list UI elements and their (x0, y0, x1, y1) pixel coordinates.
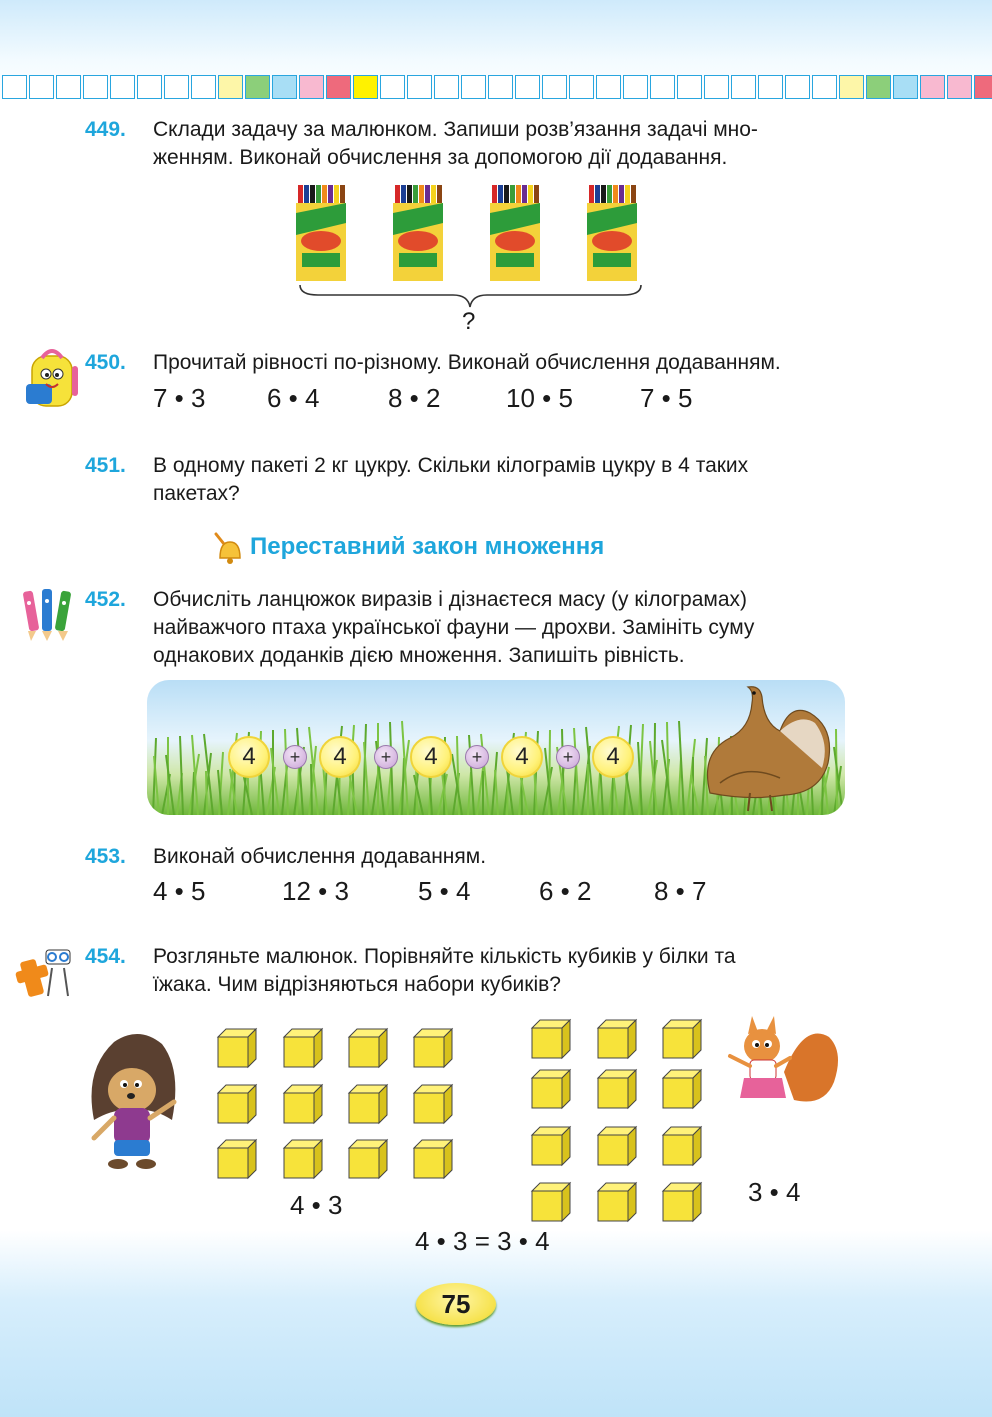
strip-cell (596, 75, 621, 99)
expression: 5 • 4 (418, 876, 471, 906)
cube-image (216, 1027, 258, 1069)
cube-image (412, 1083, 454, 1125)
task-453-text: Виконай обчислення додаванням. (153, 845, 487, 868)
section-title: Переставний закон множення (250, 533, 605, 560)
task-452-line-3: однакових доданків дією множення. Запишіть рівність. (153, 644, 685, 667)
equation: 4 • 3 = 3 • 4 (415, 1226, 550, 1256)
strip-cell (812, 75, 837, 99)
task-449-line-2: женням. Виконай обчислення за допомогою дії додавання. (153, 146, 728, 169)
chain-number: 4 (319, 736, 361, 778)
strip-cell (137, 75, 162, 99)
cube-image (661, 1068, 703, 1110)
cube-image (282, 1083, 324, 1125)
cube-image (596, 1181, 638, 1223)
task-452-text (153, 586, 853, 670)
strip-cell (839, 75, 864, 99)
strip-cell (191, 75, 216, 99)
cube-image (282, 1027, 324, 1069)
cube-image (530, 1181, 572, 1223)
task-454-line-2: їжака. Чим відрізняються набори кубиків? (153, 973, 561, 996)
strip-cell (488, 75, 513, 99)
plus-sign: + (283, 745, 307, 769)
task-452-number: 452. (85, 588, 126, 611)
expression: 6 • 4 (267, 383, 320, 413)
task-453-number: 453. (85, 845, 126, 868)
expression: 6 • 2 (539, 876, 592, 906)
question-mark: ? (462, 308, 476, 335)
grass-blade (192, 772, 194, 815)
grass-blade (495, 770, 498, 815)
cube-image (216, 1083, 258, 1125)
expression: 8 • 2 (388, 383, 441, 413)
strip-cell (407, 75, 432, 99)
task-454-number: 454. (85, 945, 126, 968)
cube-image (412, 1027, 454, 1069)
grass-blade (667, 722, 669, 815)
page-number: 75 (416, 1283, 496, 1325)
strip-cell (542, 75, 567, 99)
plus-sign: + (374, 745, 398, 769)
hedgehog-image (84, 1030, 184, 1175)
cube-image (596, 1068, 638, 1110)
cube-image (661, 1125, 703, 1167)
task-452-line-2: найважчого птаха української фауни — дрохви. Замініть суму (153, 616, 755, 639)
chain-number: 4 (228, 736, 270, 778)
crayon-box-image (490, 183, 540, 281)
strip-cell (272, 75, 297, 99)
strip-cell (434, 75, 459, 99)
strip-cell (164, 75, 189, 99)
cube-image (530, 1018, 572, 1060)
strip-cell (29, 75, 54, 99)
strip-cell (893, 75, 918, 99)
curly-brace (298, 283, 643, 308)
grass-blade (562, 729, 564, 815)
task-451-line-1: В одному пакеті 2 кг цукру. Скільки кілограмів цукру в 4 таких (153, 454, 749, 477)
cube-image (282, 1138, 324, 1180)
great-bustard-image (690, 683, 840, 813)
grass-blade (206, 771, 207, 815)
pencils-icon (18, 585, 80, 643)
strip-cell (245, 75, 270, 99)
cube-image (216, 1138, 258, 1180)
crayon-box-image (393, 183, 443, 281)
chain-number: 4 (410, 736, 452, 778)
strip-cell (515, 75, 540, 99)
task-451-text (153, 452, 853, 508)
grass-blade (457, 736, 459, 815)
strip-cell (920, 75, 945, 99)
expression: 4 • 5 (153, 876, 206, 906)
strip-cell (2, 75, 27, 99)
strip-cell (650, 75, 675, 99)
crayon-box-image (296, 183, 346, 281)
task-454-line-1: Розгляньте малюнок. Порівняйте кількість кубиків у білки та (153, 945, 736, 968)
grass-blade (311, 764, 312, 815)
expression: 12 • 3 (282, 876, 349, 906)
strip-cell (623, 75, 648, 99)
crayon-box-image (587, 183, 637, 281)
task-449-line-1: Склади задачу за малюнком. Запиши розв’язання задачі мно- (153, 118, 758, 141)
strip-cell (380, 75, 405, 99)
strip-cell (110, 75, 135, 99)
strip-cell (299, 75, 324, 99)
grass-blade (402, 758, 404, 815)
cube-image (530, 1068, 572, 1110)
strip-cell (326, 75, 351, 99)
grass-blade (468, 772, 471, 815)
cube-image (596, 1018, 638, 1060)
chain-number: 4 (592, 736, 634, 778)
task-450-number: 450. (85, 351, 126, 374)
cube-image (412, 1138, 454, 1180)
task-454-text (153, 943, 853, 999)
strip-cell (353, 75, 378, 99)
cube-image (661, 1181, 703, 1223)
task-450-text: Прочитай рівності по-різному. Виконай обчислення додаванням. (153, 351, 781, 374)
cube-image (530, 1125, 572, 1167)
strip-cell (758, 75, 783, 99)
grass-blade (297, 765, 299, 815)
strip-cell (56, 75, 81, 99)
strip-cell (704, 75, 729, 99)
strip-cell (569, 75, 594, 99)
cube-image (347, 1083, 389, 1125)
expression: 7 • 5 (640, 383, 693, 413)
task-449-number: 449. (85, 118, 126, 141)
strip-cell (218, 75, 243, 99)
cube-image (661, 1018, 703, 1060)
squirrel-image (724, 1012, 842, 1112)
hedgehog-caption: 4 • 3 (290, 1190, 343, 1220)
strip-cell (461, 75, 486, 99)
strip-cell (83, 75, 108, 99)
strip-cell (974, 75, 992, 99)
expression: 8 • 7 (654, 876, 707, 906)
expression: 7 • 3 (153, 383, 206, 413)
chain-number: 4 (501, 736, 543, 778)
cube-image (347, 1138, 389, 1180)
squirrel-caption: 3 • 4 (748, 1177, 801, 1207)
strip-cell (947, 75, 972, 99)
backpack-icon (20, 348, 84, 412)
task-451-line-2: пакетах? (153, 482, 240, 505)
strip-cell (677, 75, 702, 99)
strip-cell (785, 75, 810, 99)
cube-image (347, 1027, 389, 1069)
grass-blade (573, 765, 576, 815)
task-452-line-1: Обчисліть ланцюжок виразів і дізнаєтеся масу (у кілограмах) (153, 588, 747, 611)
expression: 10 • 5 (506, 383, 573, 413)
strip-cell (731, 75, 756, 99)
strip-cell (866, 75, 891, 99)
plus-sign: + (465, 745, 489, 769)
bell-icon (212, 530, 242, 566)
task-449-text (153, 116, 853, 172)
cube-image (596, 1125, 638, 1167)
cartoon-characters-icon (12, 940, 78, 1002)
plus-sign: + (556, 745, 580, 769)
task-451-number: 451. (85, 454, 126, 477)
decorative-color-strip (0, 73, 992, 101)
